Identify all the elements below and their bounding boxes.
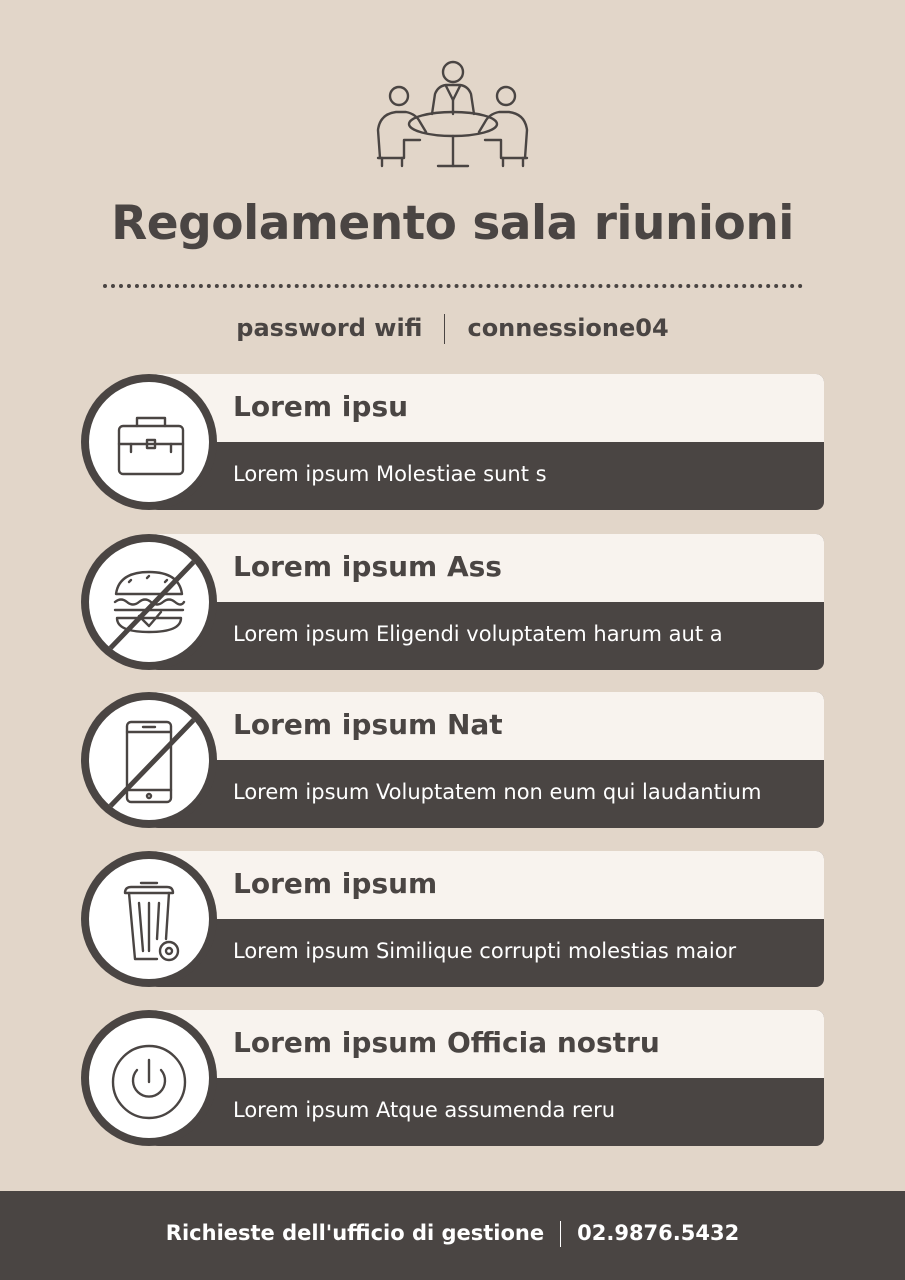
trash-bin-icon	[89, 859, 209, 979]
footer-contact	[0, 1221, 905, 1247]
rule-card	[150, 374, 824, 510]
rule-title: Lorem ipsum Ass	[233, 550, 502, 583]
briefcase-icon	[89, 382, 209, 502]
rule-card	[150, 692, 824, 828]
rule-icon-badge	[81, 851, 217, 987]
rule-card	[150, 851, 824, 987]
rule-text: Lorem ipsum Similique corrupti molestias maior	[233, 939, 737, 963]
rule-icon-badge	[81, 1010, 217, 1146]
rule-title: Lorem ipsum	[233, 867, 438, 900]
dotted-divider	[103, 284, 803, 288]
rule-title: Lorem ipsu	[233, 390, 409, 423]
page-title: Regolamento sala riunioni	[111, 196, 794, 251]
wifi-info	[0, 314, 905, 344]
rule-text: Lorem ipsum Molestiae sunt s	[233, 462, 547, 486]
footer-label: Richieste dell'ufficio di gestione	[165, 1221, 545, 1245]
wifi-password: connessione04	[467, 314, 669, 342]
rule-text: Lorem ipsum Eligendi voluptatem harum aut a	[233, 622, 723, 646]
no-phone-icon	[89, 700, 209, 820]
no-food-icon	[89, 542, 209, 662]
power-icon	[89, 1018, 209, 1138]
footer-separator	[560, 1221, 561, 1247]
rule-text: Lorem ipsum Voluptatem non eum qui laudantium	[233, 780, 762, 804]
rule-title: Lorem ipsum Officia nostru	[233, 1026, 660, 1059]
rule-title: Lorem ipsum Nat	[233, 708, 503, 741]
rule-icon-badge	[81, 692, 217, 828]
rule-icon-badge	[81, 534, 217, 670]
meeting-icon	[372, 58, 533, 170]
footer-phone: 02.9876.5432	[577, 1221, 740, 1245]
rule-text: Lorem ipsum Atque assumenda reru	[233, 1098, 616, 1122]
rule-card	[150, 534, 824, 670]
rule-icon-badge	[81, 374, 217, 510]
rule-card	[150, 1010, 824, 1146]
footer-bar	[0, 1191, 905, 1280]
wifi-separator	[444, 314, 445, 344]
wifi-label: password wifi	[236, 314, 423, 342]
